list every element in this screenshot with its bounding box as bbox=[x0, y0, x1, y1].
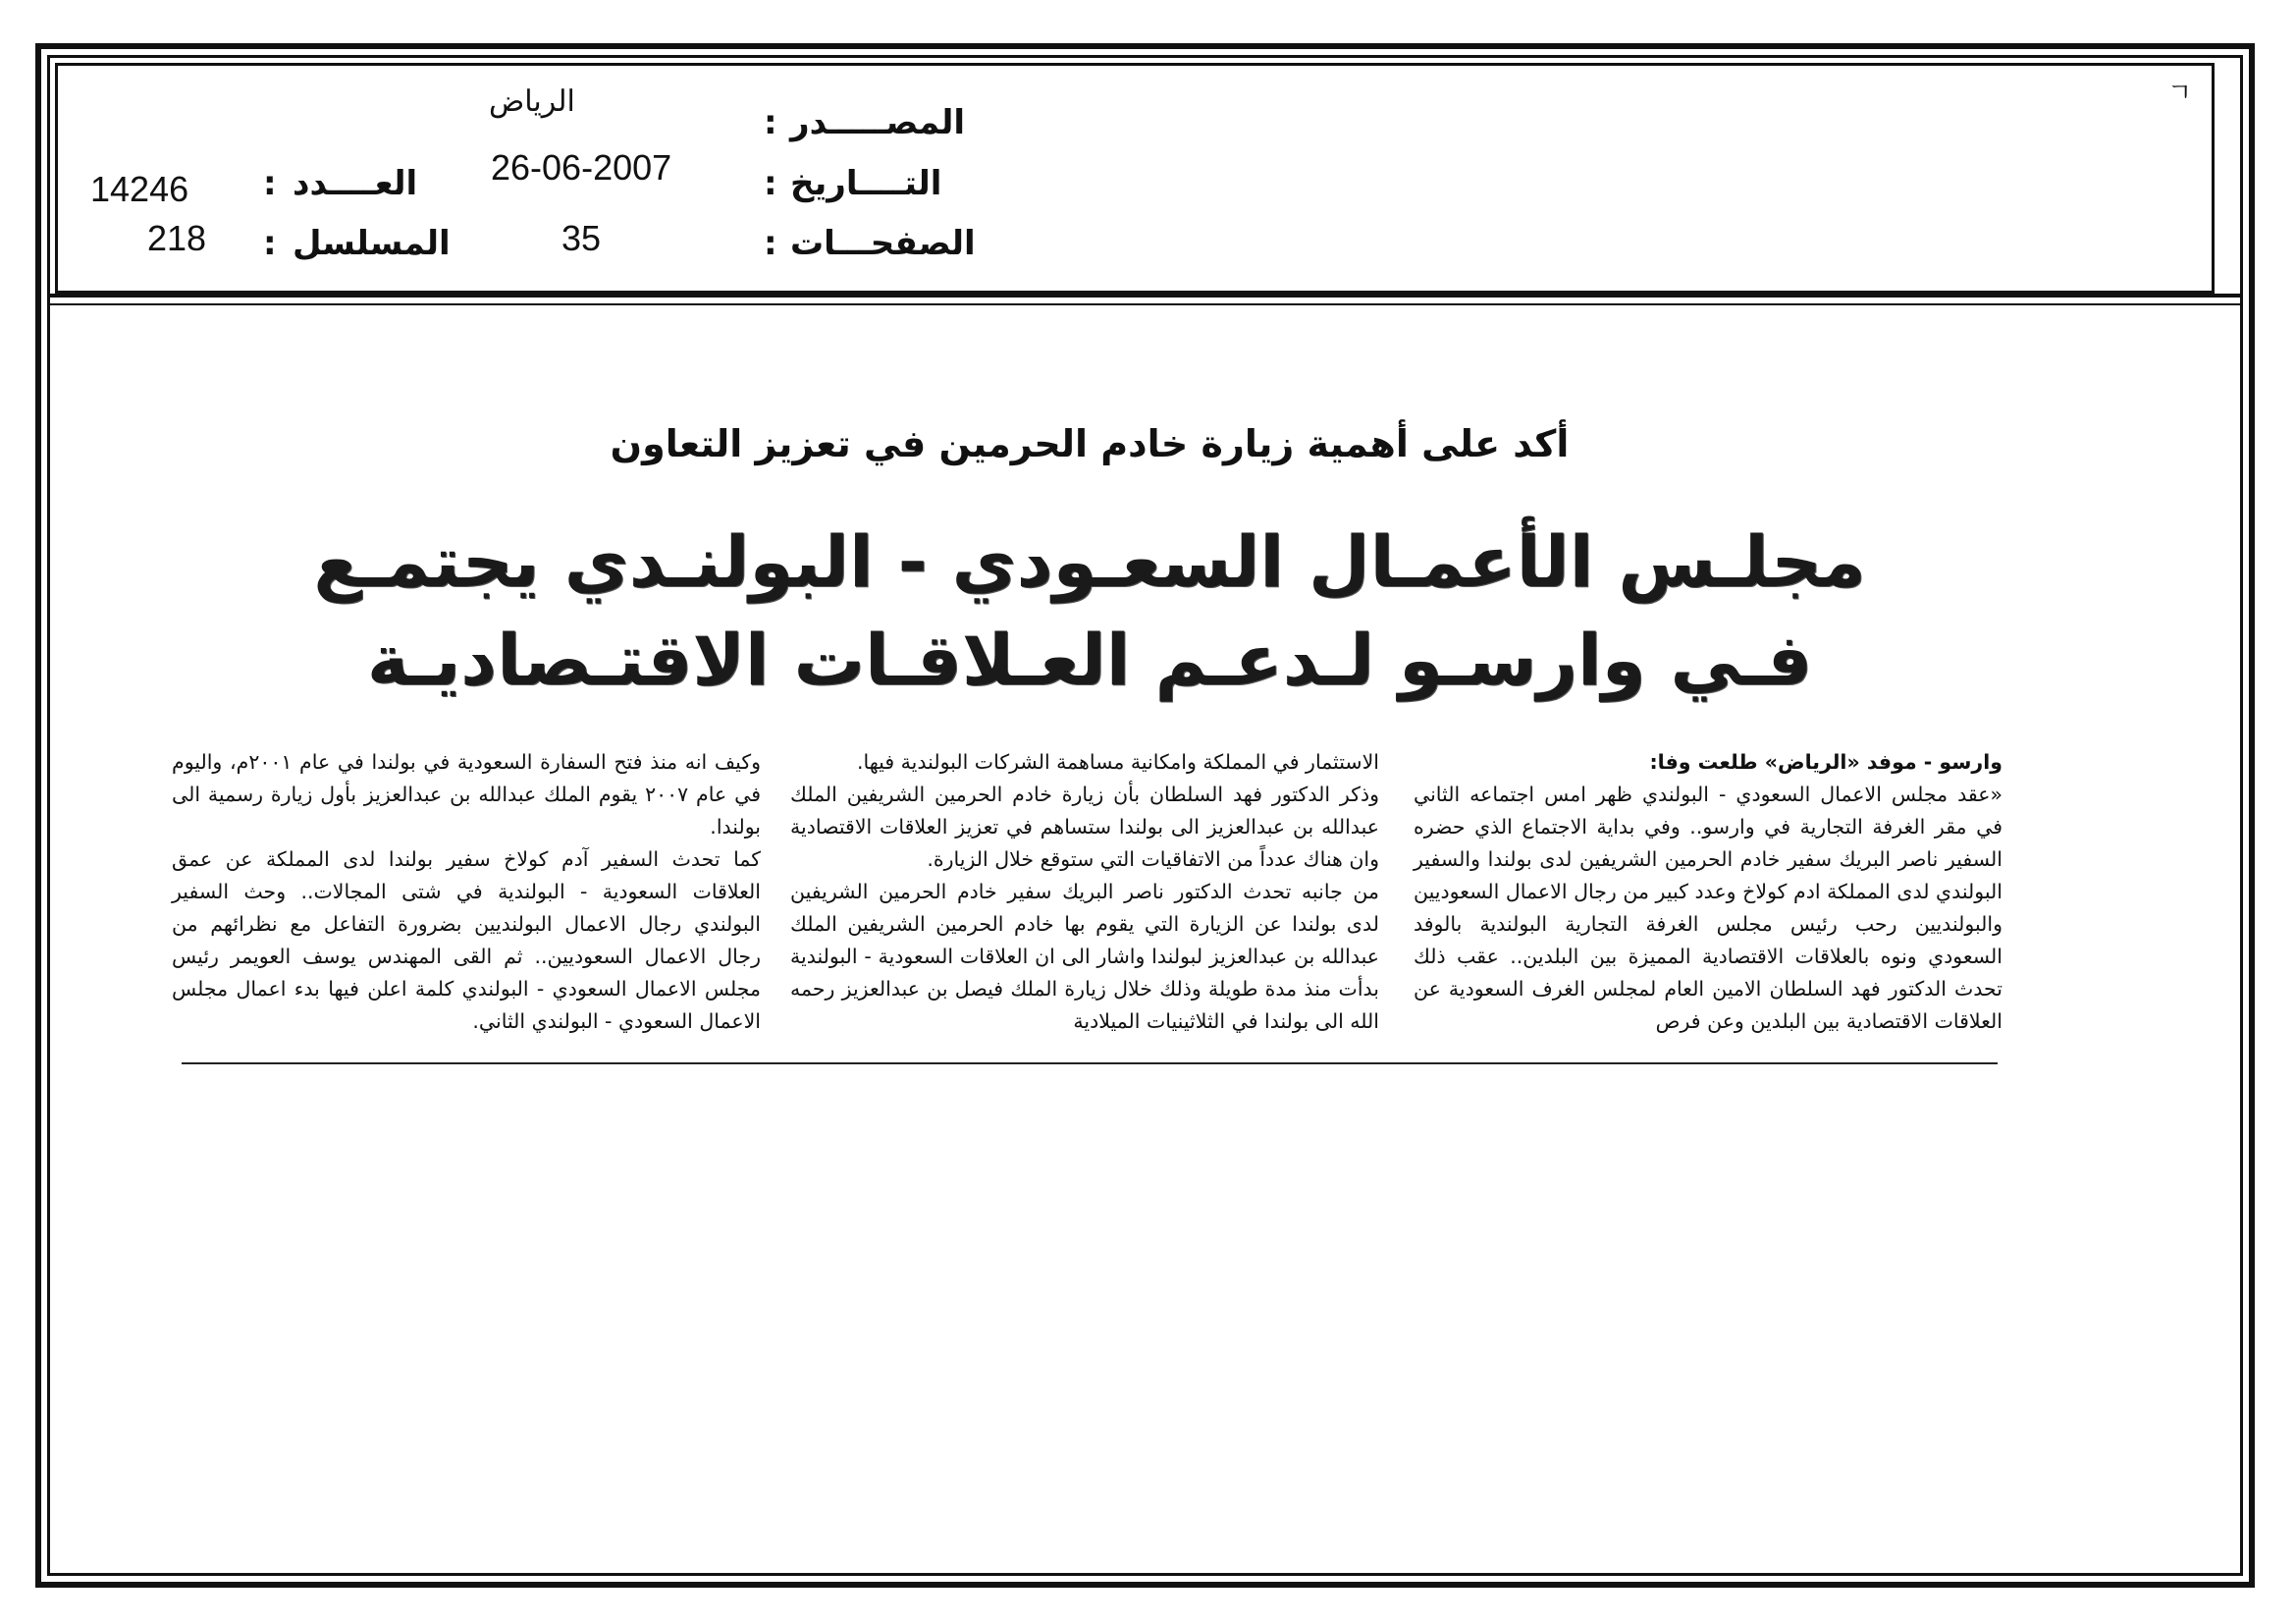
issue-value: 14246 bbox=[90, 169, 189, 209]
issue-colon: : bbox=[263, 164, 277, 203]
column-2-paragraph-c: من جانبه تحدث الدكتور ناصر البريك سفير خادم الحرمين الشريفين لدى بولندا عن الزيارة التي يقوم بها خادم الحرمين الشريفين الملك عبدالله بن عبدالعزيز لبولندا واشار الى ان العلاقات السعودية - البولندية بدأت منذ مدة طويلة وذلك خلال زيارة الملك فيصل بن عبدالعزيز رحمه الله الى بولندا في الثلاثينيات الميلادية bbox=[790, 880, 1379, 1033]
article-clipping bbox=[167, 422, 2012, 1070]
headline-line-1: مجلـس الأعمـال السعـودي - البولنـدي يجتمـع bbox=[313, 520, 1866, 603]
date-label: التــــاريخ bbox=[790, 164, 942, 203]
pages-value: 35 bbox=[561, 218, 602, 258]
serial-colon: : bbox=[263, 224, 277, 263]
source-colon: : bbox=[764, 103, 777, 142]
serial-label: المسلسل bbox=[293, 224, 451, 263]
pages-colon: : bbox=[764, 224, 777, 263]
header-divider-thin bbox=[47, 303, 2243, 305]
source-label: المصـــــدر bbox=[790, 103, 966, 142]
date-value: 26-06-2007 bbox=[491, 147, 672, 188]
article-column-1 bbox=[1414, 746, 2002, 1038]
article-byline: وارسو - موفد «الرياض» طلعت وفا: bbox=[1649, 750, 2002, 774]
column-1-paragraph: «عقد مجلس الاعمال السعودي - البولندي ظهر امس اجتماعه الثاني في مقر الغرفة التجارية في وارسو.. وفي بداية الاجتماع الذي حضره السفير ناصر البريك سفير خادم الحرمين الشريفين لدى بولندا والسفير البولندي لدى المملكة ادم كولاخ وعدد كبير من رجال الاعمال السعوديين والبولنديين رحب رئيس مجلس الغرفة التجارية البولندية بالوفد السعودي ونوه بالعلاقات الاقتصادية المميزة بين البلدين.. عقب ذلك تحدث الدكتور فهد السلطان الامين العام لمجلس الغرف السعودية عن العلاقات الاقتصادية بين البلدين وعن فرص bbox=[1414, 783, 2002, 1033]
column-2-paragraph-a: الاستثمار في المملكة وامكانية مساهمة الشركات البولندية فيها. bbox=[856, 750, 1379, 774]
pages-label: الصفحـــات bbox=[790, 224, 976, 263]
article-column-3 bbox=[172, 746, 761, 1038]
article-subtitle: أكد على أهمية زيارة خادم الحرمين في تعزيز التعاون bbox=[610, 422, 1570, 465]
column-2-paragraph-b: وذكر الدكتور فهد السلطان بأن زيارة خادم الحرمين الشريفين الملك عبدالله بن عبدالعزيز الى بولندا ستساهم في تعزيز العلاقات الاقتصادية وان هناك عدداً من الاتفاقيات التي ستوقع خلال الزيارة. bbox=[790, 783, 1379, 871]
header-divider-thick bbox=[47, 294, 2243, 298]
column-3-paragraph-b: كما تحدث السفير آدم كولاخ سفير بولندا لدى المملكة عن عمق العلاقات السعودية - البولندية في شتى المجالات.. وحث السفير البولندي رجال الاعمال البولنديين بضرورة التفاعل مع نظرائهم من رجال الاعمال السعوديين.. ثم القى المهندس يوسف العويمر رئيس مجلس الاعمال السعودي - البولندي كلمة اعلن فيها بدء اعمال مجلس الاعمال السعودي - البولندي الثاني. bbox=[172, 847, 761, 1033]
corner-mark: ㄱ bbox=[2167, 79, 2193, 108]
serial-value: 218 bbox=[147, 218, 207, 258]
date-colon: : bbox=[764, 164, 777, 203]
article-column-2 bbox=[790, 746, 1379, 1038]
column-3-paragraph-a: وكيف انه منذ فتح السفارة السعودية في بولندا في عام ٢٠٠١م، واليوم في عام ٢٠٠٧ يقوم الملك عبدالله بن عبدالعزيز بأول زيارة رسمية الى بولندا. bbox=[172, 750, 762, 839]
source-value: الرياض bbox=[489, 85, 575, 118]
issue-label: العــــدد bbox=[293, 164, 418, 203]
article-bottom-rule bbox=[182, 1062, 1998, 1064]
headline-line-2: فـي وارسـو لـدعـم العـلاقـات الاقتـصاديـة bbox=[366, 619, 1813, 701]
